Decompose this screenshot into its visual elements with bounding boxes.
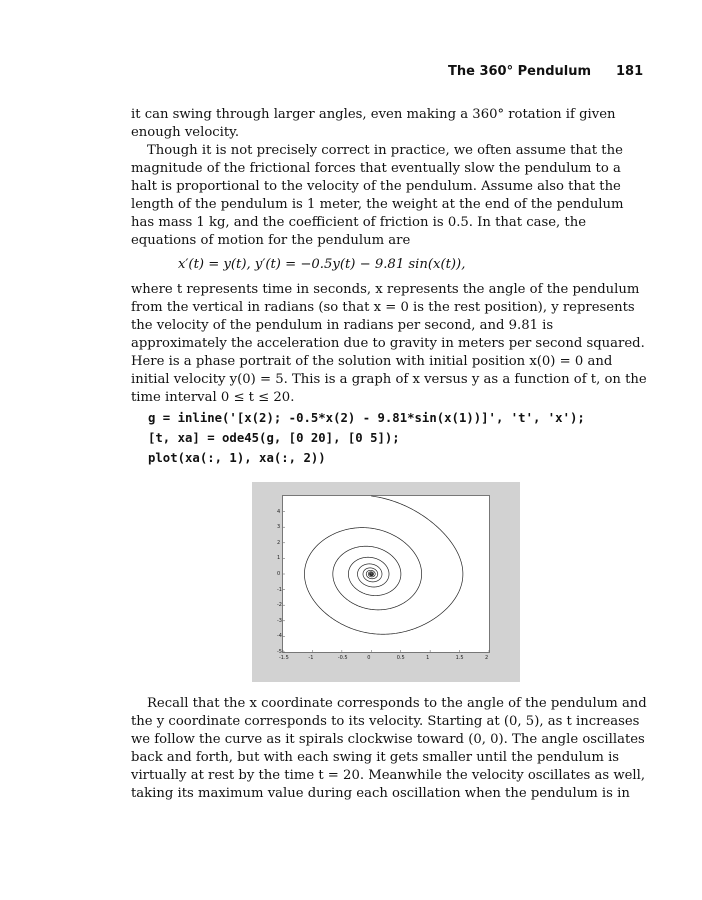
y-tick-label: -1: [277, 586, 282, 593]
paragraph-2: [131, 142, 643, 250]
code-line: plot(xa(:, 1), xa(:, 2)): [148, 451, 326, 465]
text-line: time interval 0 ≤ t ≤ 20.: [131, 390, 295, 405]
y-tick-label: -5: [277, 649, 282, 655]
text-line: the velocity of the pendulum in radians per second, and 9.81 is: [131, 318, 554, 333]
x-tick-label: 1.5: [455, 655, 464, 661]
page-header: [0, 64, 702, 84]
code-line: [t, xa] = ode45(g, [0 20], [0 5]);: [148, 431, 400, 445]
x-tick-label: -0.5: [337, 655, 348, 661]
text-line: back and forth, but with each swing it gets smaller until the pendulum is: [131, 750, 620, 765]
text-line: has mass 1 kg, and the coefficient of friction is 0.5. In that case, the: [131, 215, 587, 230]
y-tick-label: 4: [277, 508, 281, 515]
text-line: length of the pendulum is 1 meter, the weight at the end of the pendulum: [131, 197, 624, 212]
y-tick-label: 0: [277, 571, 281, 577]
x-tick-label: 1: [426, 655, 430, 661]
y-tick-label: -2: [277, 602, 282, 609]
text-line: Here is a phase portrait of the solution with initial position x(0) = 0 and: [131, 354, 613, 369]
text-line: where t represents time in seconds, x represents the angle of the pendulum: [131, 282, 640, 297]
y-tick-label: 2: [277, 539, 281, 546]
y-tick-label: 1: [277, 555, 281, 562]
paragraph-3: [131, 281, 647, 407]
x-tick-label: -1: [308, 655, 314, 661]
text-line: from the vertical in radians (so that x = 0 is the rest position), y represents: [131, 300, 635, 315]
y-tick-label: -4: [277, 633, 282, 640]
text-line: the y coordinate corresponds to its velocity. Starting at (0, 5), as t increases: [131, 714, 640, 729]
text-line: it can swing through larger angles, even making a 360° rotation if given: [131, 107, 616, 122]
x-tick-label: -1.5: [279, 655, 289, 661]
text-line: halt is proportional to the velocity of the pendulum. Assume also that the: [131, 179, 621, 194]
text-line: approximately the acceleration due to gravity in meters per second squared.: [131, 336, 645, 351]
paragraph-4: [131, 695, 647, 803]
x-tick-label: 2: [485, 655, 489, 661]
running-title: The 360° Pendulum: [448, 64, 592, 79]
text-line: virtually at rest by the time t = 20. Meanwhile the velocity oscillates as well,: [131, 768, 646, 783]
text-line: Recall that the x coordinate corresponds to the angle of the pendulum and: [147, 696, 647, 711]
trajectory-line: [304, 496, 462, 634]
text-line: we follow the curve as it spirals clockwise toward (0, 0). The angle oscillates: [131, 732, 645, 747]
phase-portrait-figure: [252, 482, 520, 682]
text-line: initial velocity y(0) = 5. This is a graph of x versus y as a function of t, on the: [131, 372, 647, 387]
matlab-code-block: [148, 408, 585, 468]
text-line: equations of motion for the pendulum are: [131, 233, 411, 248]
y-tick-label: 3: [277, 524, 281, 531]
text-line: Though it is not precisely correct in practice, we often assume that the: [147, 143, 623, 158]
page-number: 181: [616, 64, 644, 79]
paragraph-1: [131, 106, 643, 142]
x-tick-label: 0: [367, 655, 371, 661]
equation-of-motion: x′(t) = y(t), y′(t) = −0.5y(t) − 9.81 sin(x(t)),: [178, 257, 466, 272]
y-tick-label: -3: [277, 617, 282, 624]
text-line: magnitude of the frictional forces that eventually slow the pendulum to a: [131, 161, 621, 176]
code-line: g = inline('[x(2); -0.5*x(2) - 9.81*sin(x(1))]', 't', 'x');: [148, 411, 585, 425]
text-line: enough velocity.: [131, 125, 240, 140]
x-tick-label: 0.5: [396, 655, 405, 661]
text-line: taking its maximum value during each oscillation when the pendulum is in: [131, 786, 630, 801]
phase-portrait-plot: [252, 482, 520, 682]
